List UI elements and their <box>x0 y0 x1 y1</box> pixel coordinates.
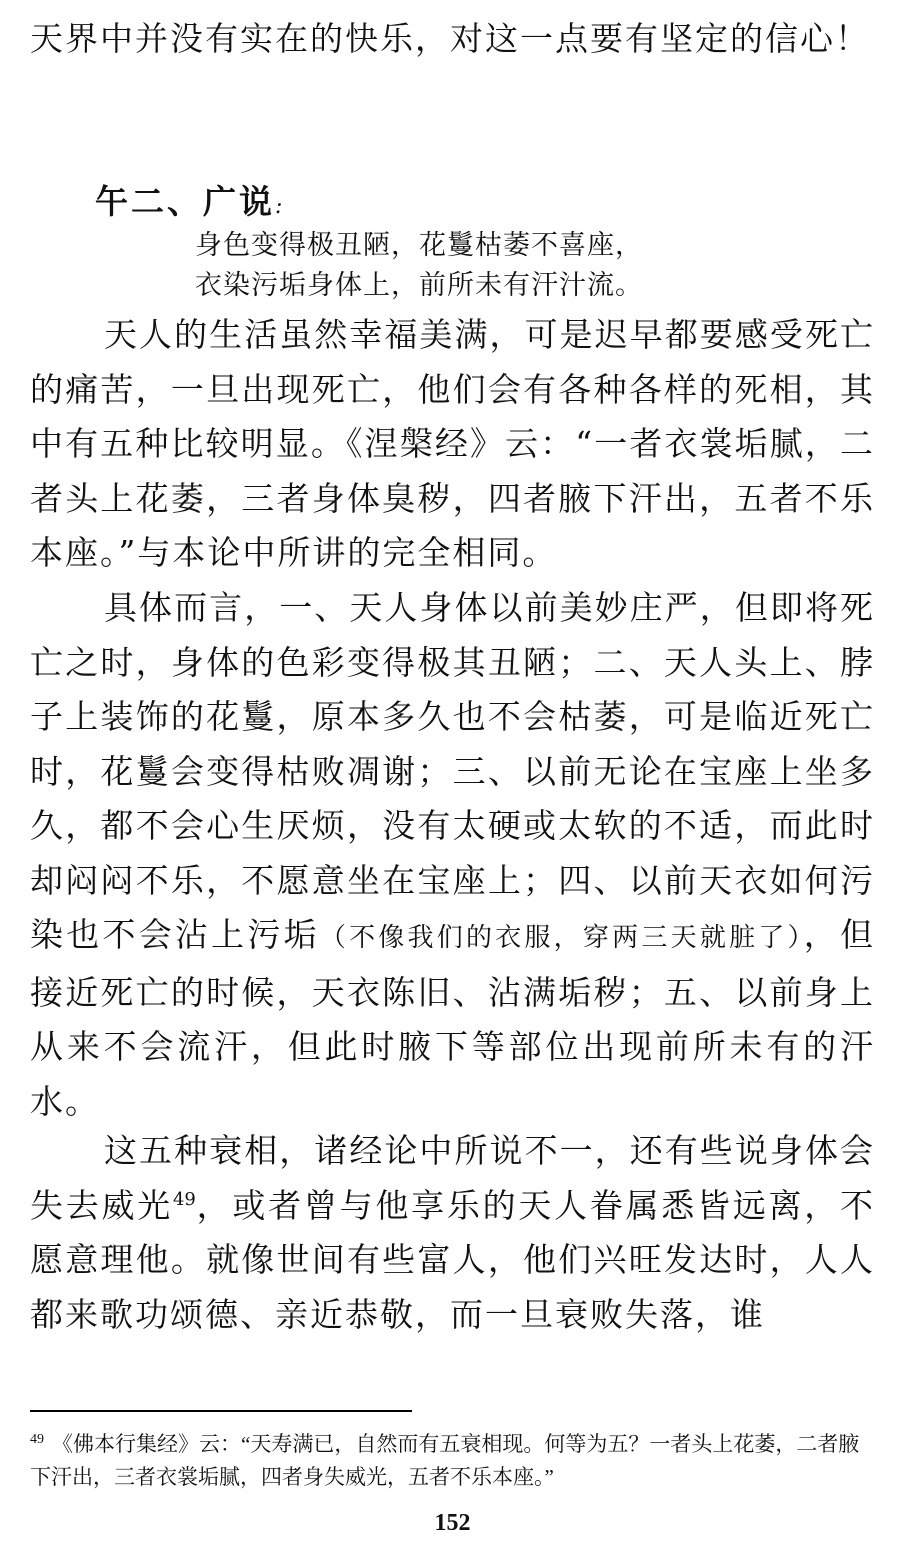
top-paragraph: 天界中并没有实在的快乐，对这一点要有坚定的信心！ <box>30 19 870 58</box>
paragraph-2-text-cont: ，但接近死亡的时候，天衣陈旧、沾满垢秽；五、以前身上从来不会流汗，但此时腋下等部位出现前所未有的汗水。 <box>30 915 875 1121</box>
paragraph-2 <box>30 581 875 1129</box>
paragraph-3 <box>30 1124 875 1342</box>
section-heading-text: 午二、广说 <box>95 182 275 221</box>
footnote <box>30 1423 880 1494</box>
footnote-divider <box>30 1410 412 1412</box>
verse-line-2: 衣染污垢身体上，前所未有汗汁流。 <box>195 270 643 301</box>
paragraph-3-text: 这五种衰相，诸经论中所说不一，还有些说身体会失去威光 <box>30 1131 875 1225</box>
section-heading <box>95 176 285 223</box>
section-heading-colon: : <box>275 194 286 219</box>
paragraph-1: 天人的生活虽然幸福美满，可是迟早都要感受死亡的痛苦，一旦出现死亡，他们会有各种各样的死相，其中有五种比较明显。《涅槃经》云：“一者衣裳垢腻，二者头上花萎，三者身体臭秽，四者腋下汗出，五者不乐本座。”与本论中所讲的完全相同。 <box>30 315 875 572</box>
paragraph-3-text-cont: ，或者曾与他享乐的天人眷属悉皆远离，不愿意理他。就像世间有些富人，他们兴旺发达时，人人都来歌功颂德、亲近恭敬，而一旦衰败失落，谁 <box>30 1185 876 1334</box>
footnote-number: 49 <box>30 1432 44 1447</box>
footnote-text: 《佛本行集经》云：“天寿满已，自然而有五衰相现。何等为五？一者头上花萎，二者腋下汗出，三者衣裳垢腻，四者身失威光，五者不乐本座。” <box>30 1432 860 1489</box>
paragraph-2-text: 具体而言，一、天人身体以前美妙庄严，但即将死亡之时，身体的色彩变得极其丑陋；二、天人头上、脖子上装饰的花鬘，原本多久也不会枯萎，可是临近死亡时，花鬘会变得枯败凋谢；三、以前无论在宝座上坐多久，都不会心生厌烦，没有太硬或太软的不适，而此时却闷闷不乐，不愿意坐在宝座上；四、以前天衣如何污染也不会沾上污垢 <box>30 588 875 954</box>
paragraph-2-aside: （不像我们的衣服，穿两三天就脏了） <box>319 923 804 953</box>
page-number: 152 <box>434 1510 471 1536</box>
verse-line-1: 身色变得极丑陋，花鬘枯萎不喜座， <box>195 230 643 261</box>
footnote-reference[interactable]: 49 <box>172 1188 196 1210</box>
